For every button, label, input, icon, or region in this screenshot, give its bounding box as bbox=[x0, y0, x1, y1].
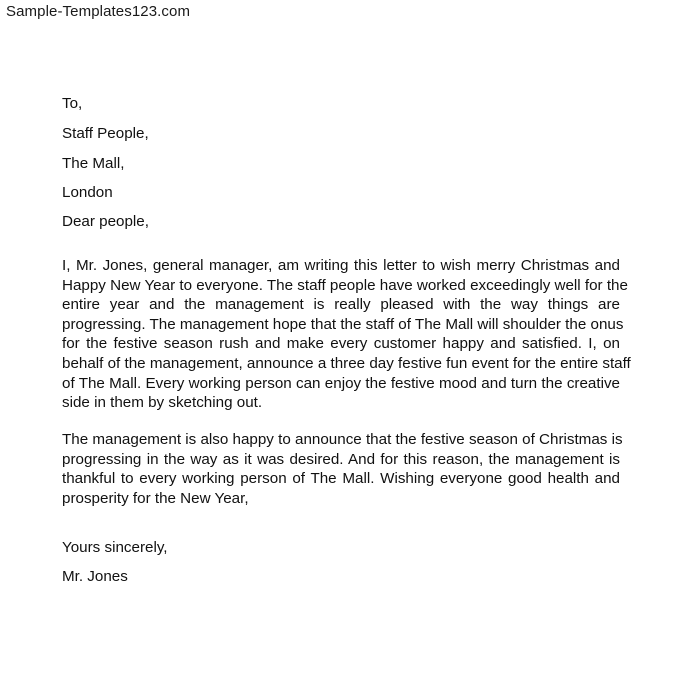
paragraph-line: for the festive season rush and make every customer happy and satisfied. I, on bbox=[62, 335, 620, 353]
paragraph-2 bbox=[62, 430, 623, 508]
paragraph-line: side in them by sketching out. bbox=[62, 394, 263, 412]
paragraph-line: progressing. The management hope that the staff of The Mall will shoulder the onus bbox=[62, 315, 624, 333]
paragraph-line: The management is also happy to announce that the festive season of Christmas is bbox=[62, 431, 623, 448]
paragraph-line: Happy New Year to everyone. The staff people have worked exceedingly well for the bbox=[62, 276, 628, 294]
paragraph-line: prosperity for the New Year, bbox=[62, 489, 249, 507]
recipient-city: London bbox=[62, 184, 113, 201]
recipient-name: Staff People, bbox=[62, 125, 149, 142]
paragraph-line: behalf of the management, announce a three day festive fun event for the entire staff bbox=[62, 354, 631, 372]
paragraph-line: I, Mr. Jones, general manager, am writing this letter to wish merry Christmas and bbox=[62, 257, 620, 274]
paragraph-line: progressing in the way as it was desired. And for this reason, the management is bbox=[62, 450, 620, 468]
salutation: Dear people, bbox=[62, 213, 149, 230]
paragraph-line: entire year and the management is really pleased with the way things are bbox=[62, 296, 620, 314]
paragraph-1 bbox=[62, 256, 631, 413]
paragraph-line: of The Mall. Every working person can enjoy the festive mood and turn the creative bbox=[62, 374, 620, 392]
signature: Mr. Jones bbox=[62, 568, 128, 585]
site-watermark: Sample-Templates123.com bbox=[6, 3, 191, 20]
recipient-place: The Mall, bbox=[62, 155, 125, 172]
paragraph-line: thankful to every working person of The Mall. Wishing everyone good health and bbox=[62, 470, 620, 488]
closing: Yours sincerely, bbox=[62, 539, 168, 556]
recipient-to: To, bbox=[62, 95, 83, 112]
